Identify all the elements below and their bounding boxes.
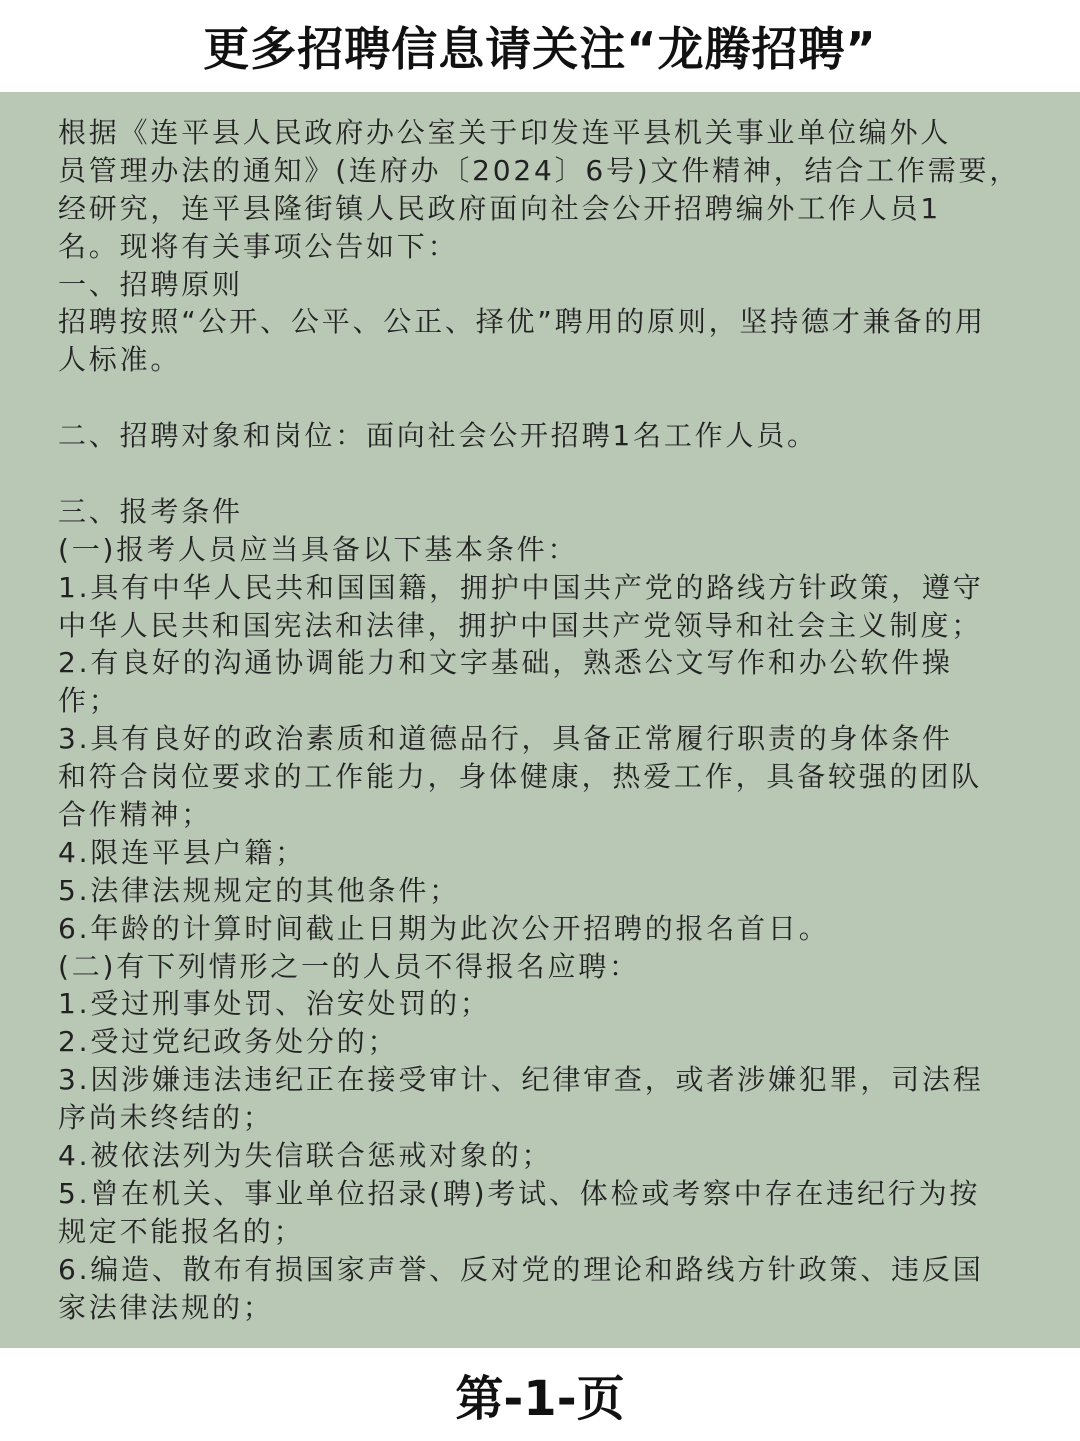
text-line: 6.编造、散布有损国家声誉、反对党的理论和路线方针政策、违反国 xyxy=(58,1252,984,1286)
text-line: 招聘按照“公开、公平、公正、择优”聘用的原则，坚持德才兼备的用 xyxy=(58,305,986,339)
text-line: (一)报考人员应当具备以下基本条件： xyxy=(58,532,579,566)
text-line: (二)有下列情形之一的人员不得报名应聘： xyxy=(58,949,640,983)
text-line: 4.限连平县户籍； xyxy=(58,835,306,869)
text-line: 6.年龄的计算时间截止日期为此次公开招聘的报名首日。 xyxy=(58,911,830,945)
text-line: 1.受过刑事处罚、治安处罚的； xyxy=(58,987,491,1021)
text-line: 家法律法规的； xyxy=(58,1290,274,1324)
blank-line xyxy=(58,455,1040,493)
text-line: 2.有良好的沟通协调能力和文字基础，熟悉公文写作和办公软件操 xyxy=(58,646,953,680)
page-header xyxy=(0,0,1080,92)
announcement-body xyxy=(0,92,1080,1348)
text-line: 规定不能报名的； xyxy=(58,1214,305,1248)
text-line: 4.被依法列为失信联合惩戒对象的； xyxy=(58,1139,553,1173)
text-line: 合作精神； xyxy=(58,798,213,832)
text-line: 一、招聘原则 xyxy=(58,267,243,301)
text-line: 5.曾在机关、事业单位招录(聘)考试、体检或考察中存在违纪行为按 xyxy=(58,1176,981,1210)
text-line: 3.因涉嫌违法违纪正在接受审计、纪律审查，或者涉嫌犯罪，司法程 xyxy=(58,1063,984,1097)
text-line: 员管理办法的通知》(连府办〔2024〕6号)文件精神，结合工作需要， xyxy=(58,153,1021,187)
text-line: 二、招聘对象和岗位：面向社会公开招聘1名工作人员。 xyxy=(58,419,818,453)
text-line: 2.受过党纪政务处分的； xyxy=(58,1025,399,1059)
page-number: 第-1-页 xyxy=(455,1371,625,1427)
text-line: 中华人民共和国宪法和法律，拥护中国共产党领导和社会主义制度； xyxy=(58,608,983,642)
text-line: 3.具有良好的政治素质和道德品行，具备正常履行职责的身体条件 xyxy=(58,722,953,756)
text-line: 5.法律法规规定的其他条件； xyxy=(58,873,460,907)
text-line: 和符合岗位要求的工作能力，身体健康，热爱工作，具备较强的团队 xyxy=(58,760,983,794)
text-line: 1.具有中华人民共和国国籍，拥护中国共产党的路线方针政策，遵守 xyxy=(58,570,984,604)
blank-line xyxy=(58,379,1040,417)
page-footer xyxy=(0,1348,1080,1441)
text-line: 经研究，连平县隆街镇人民政府面向社会公开招聘编外工作人员1 xyxy=(58,191,942,225)
text-line: 根据《连平县人民政府办公室关于印发连平县机关事业单位编外人 xyxy=(58,116,952,149)
page-title: 更多招聘信息请关注“龙腾招聘” xyxy=(203,22,877,76)
text-line: 作； xyxy=(58,684,120,718)
text-line: 序尚未终结的； xyxy=(58,1101,274,1135)
text-line: 人标准。 xyxy=(58,343,182,377)
text-line: 名。现将有关事项公告如下： xyxy=(58,229,459,263)
text-line: 三、报考条件 xyxy=(58,494,243,528)
